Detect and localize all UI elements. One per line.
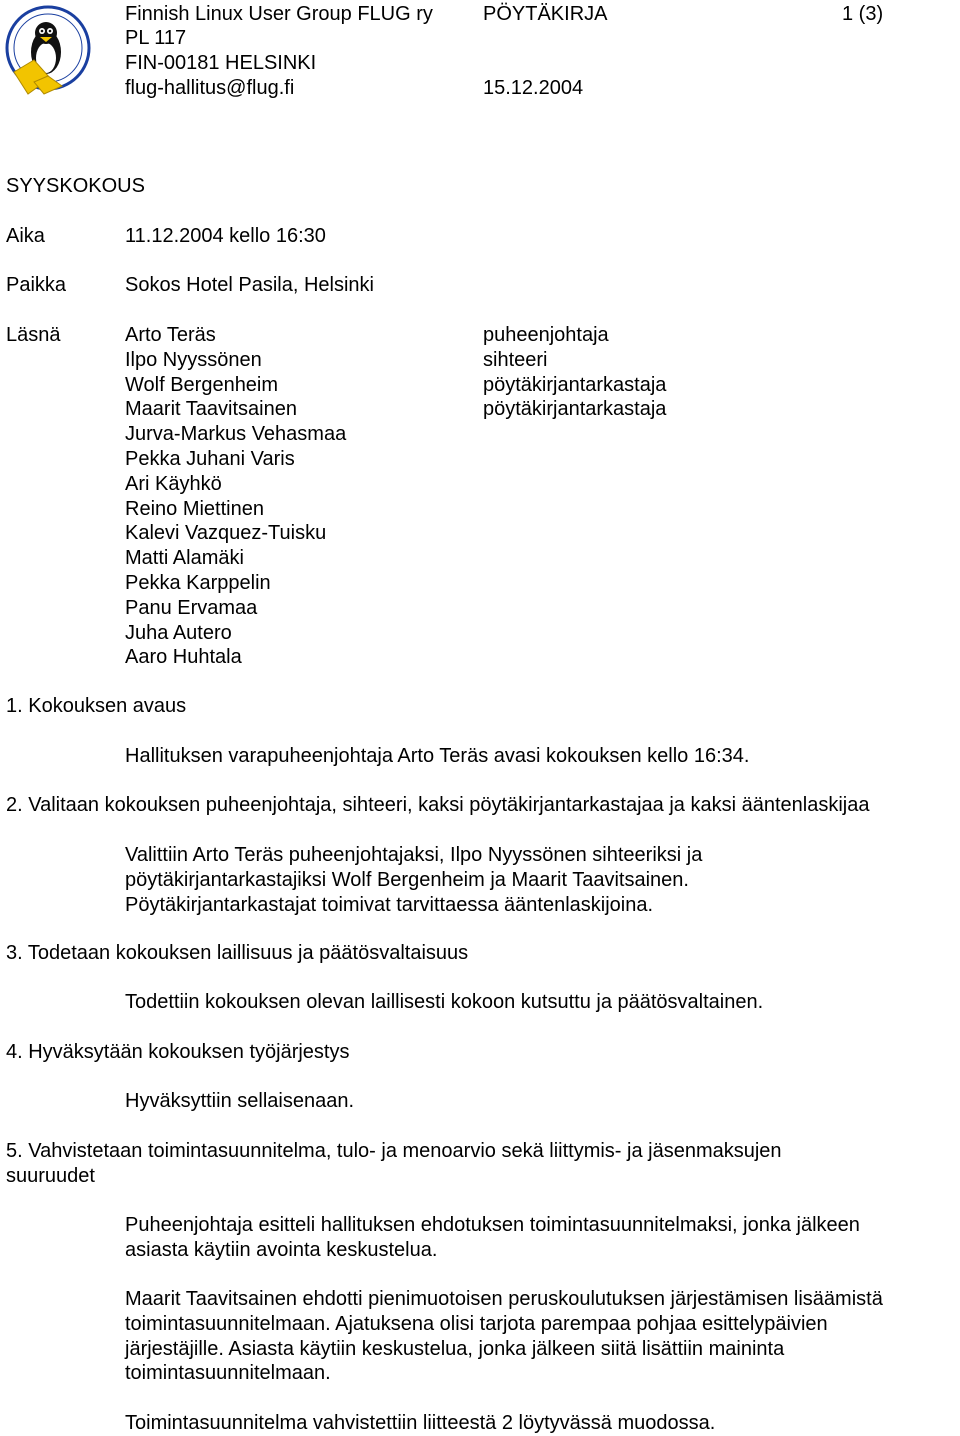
attendee-name: Panu Ervamaa: [125, 596, 258, 619]
place-label: Paikka: [6, 274, 67, 296]
attendee-name: Reino Miettinen: [125, 497, 264, 520]
attendee-name: Wolf Bergenheim: [125, 373, 279, 396]
section-5-paragraph-2: [125, 1287, 883, 1386]
section-5-heading: [6, 1139, 782, 1189]
flug-penguin-logo: [4, 2, 92, 98]
time-label: Aika: [6, 225, 45, 247]
org-email: flug-hallitus@flug.fi: [125, 77, 295, 99]
attendee-name: Juha Autero: [125, 621, 232, 644]
attendee-name: Maarit Taavitsainen: [125, 398, 297, 421]
section-3-heading: 3. Todetaan kokouksen laillisuus ja päätösvaltaisuus: [6, 942, 469, 964]
paragraph-line: Puheenjohtaja esitteli hallituksen ehdotuksen toimintasuunnitelmaksi, jonka jälkeen: [125, 1214, 860, 1236]
attendee-name: Arto Teräs: [125, 324, 216, 346]
paragraph-line: Maarit Taavitsainen ehdotti pienimuotoisen peruskoulutuksen järjestämisen lisäämistä: [125, 1288, 883, 1310]
doc-date: 15.12.2004: [483, 77, 584, 99]
present-label: Läsnä: [6, 324, 61, 346]
meeting-title: SYYSKOKOUS: [6, 175, 145, 197]
address-line2: FIN-00181 HELSINKI: [125, 52, 317, 74]
paragraph-line: Pöytäkirjantarkastajat toimivat tarvittaessa ääntenlaskijoina.: [125, 893, 654, 916]
attendee-name: Kalevi Vazquez-Tuisku: [125, 522, 327, 545]
section-2-paragraph: [125, 843, 702, 917]
paragraph-line: Toimintasuunnitelma vahvistettiin liitteestä 2 löytyvässä muodossa.: [125, 1412, 716, 1434]
doc-type: PÖYTÄKIRJA: [483, 3, 608, 25]
section-4-heading: 4. Hyväksytään kokouksen työjärjestys: [6, 1041, 350, 1063]
paragraph-line: asiasta käytiin avointa keskustelua.: [125, 1238, 438, 1261]
address-line1: PL 117: [125, 27, 187, 49]
attendee-name: Pekka Juhani Varis: [125, 447, 295, 470]
paragraph-line: Hyväksyttiin sellaisenaan.: [125, 1090, 354, 1112]
section-5-paragraph-1: [125, 1213, 860, 1263]
paragraph-line: toimintasuunnitelmaan.: [125, 1362, 331, 1385]
paragraph-line: järjestäjille. Asiasta käytiin keskustelua, jonka jälkeen siitä lisättiin maininta: [125, 1337, 785, 1360]
attendee-roles: [483, 323, 666, 422]
time-value: 11.12.2004 kello 16:30: [125, 225, 326, 247]
attendee-name: Ilpo Nyyssönen: [125, 348, 262, 371]
section-4-paragraph: [125, 1089, 354, 1114]
section-1-heading: 1. Kokouksen avaus: [6, 695, 187, 717]
paragraph-line: Valittiin Arto Teräs puheenjohtajaksi, Ilpo Nyyssönen sihteeriksi ja: [125, 844, 703, 866]
attendee-list: [125, 323, 346, 670]
section-5-paragraph-3: [125, 1411, 715, 1436]
place-value: Sokos Hotel Pasila, Helsinki: [125, 274, 374, 296]
heading-line: suuruudet: [6, 1164, 95, 1187]
paragraph-line: Todettiin kokouksen olevan laillisesti kokoon kutsuttu ja päätösvaltainen.: [125, 991, 764, 1013]
attendee-name: Pekka Karppelin: [125, 571, 271, 594]
paragraph-line: pöytäkirjantarkastajiksi Wolf Bergenheim ja Maarit Taavitsainen.: [125, 868, 689, 891]
section-1-paragraph: [125, 744, 749, 769]
attendee-role: puheenjohtaja: [483, 324, 609, 346]
attendee-role: pöytäkirjantarkastaja: [483, 373, 667, 396]
attendee-name: Aaro Huhtala: [125, 646, 242, 669]
heading-line: 5. Vahvistetaan toimintasuunnitelma, tulo- ja menoarvio sekä liittymis- ja jäsenmaksujen: [6, 1140, 782, 1162]
attendee-role: sihteeri: [483, 348, 548, 371]
page-number: 1 (3): [842, 3, 884, 25]
paragraph-line: toimintasuunnitelmaan. Ajatuksena olisi tarjota parempaa pohjaa esittelypäivien: [125, 1312, 828, 1335]
attendee-name: Ari Käyhkö: [125, 472, 222, 495]
section-3-paragraph: [125, 990, 763, 1015]
section-2-heading: 2. Valitaan kokouksen puheenjohtaja, sihteeri, kaksi pöytäkirjantarkastajaa ja kaksi ääntenlaskijaa: [6, 794, 870, 816]
paragraph-line: Hallituksen varapuheenjohtaja Arto Teräs avasi kokouksen kello 16:34.: [125, 745, 750, 767]
attendee-role: pöytäkirjantarkastaja: [483, 398, 667, 421]
attendee-name: Matti Alamäki: [125, 547, 244, 570]
org-name: Finnish Linux User Group FLUG ry: [125, 3, 433, 25]
attendee-name: Jurva-Markus Vehasmaa: [125, 423, 347, 446]
